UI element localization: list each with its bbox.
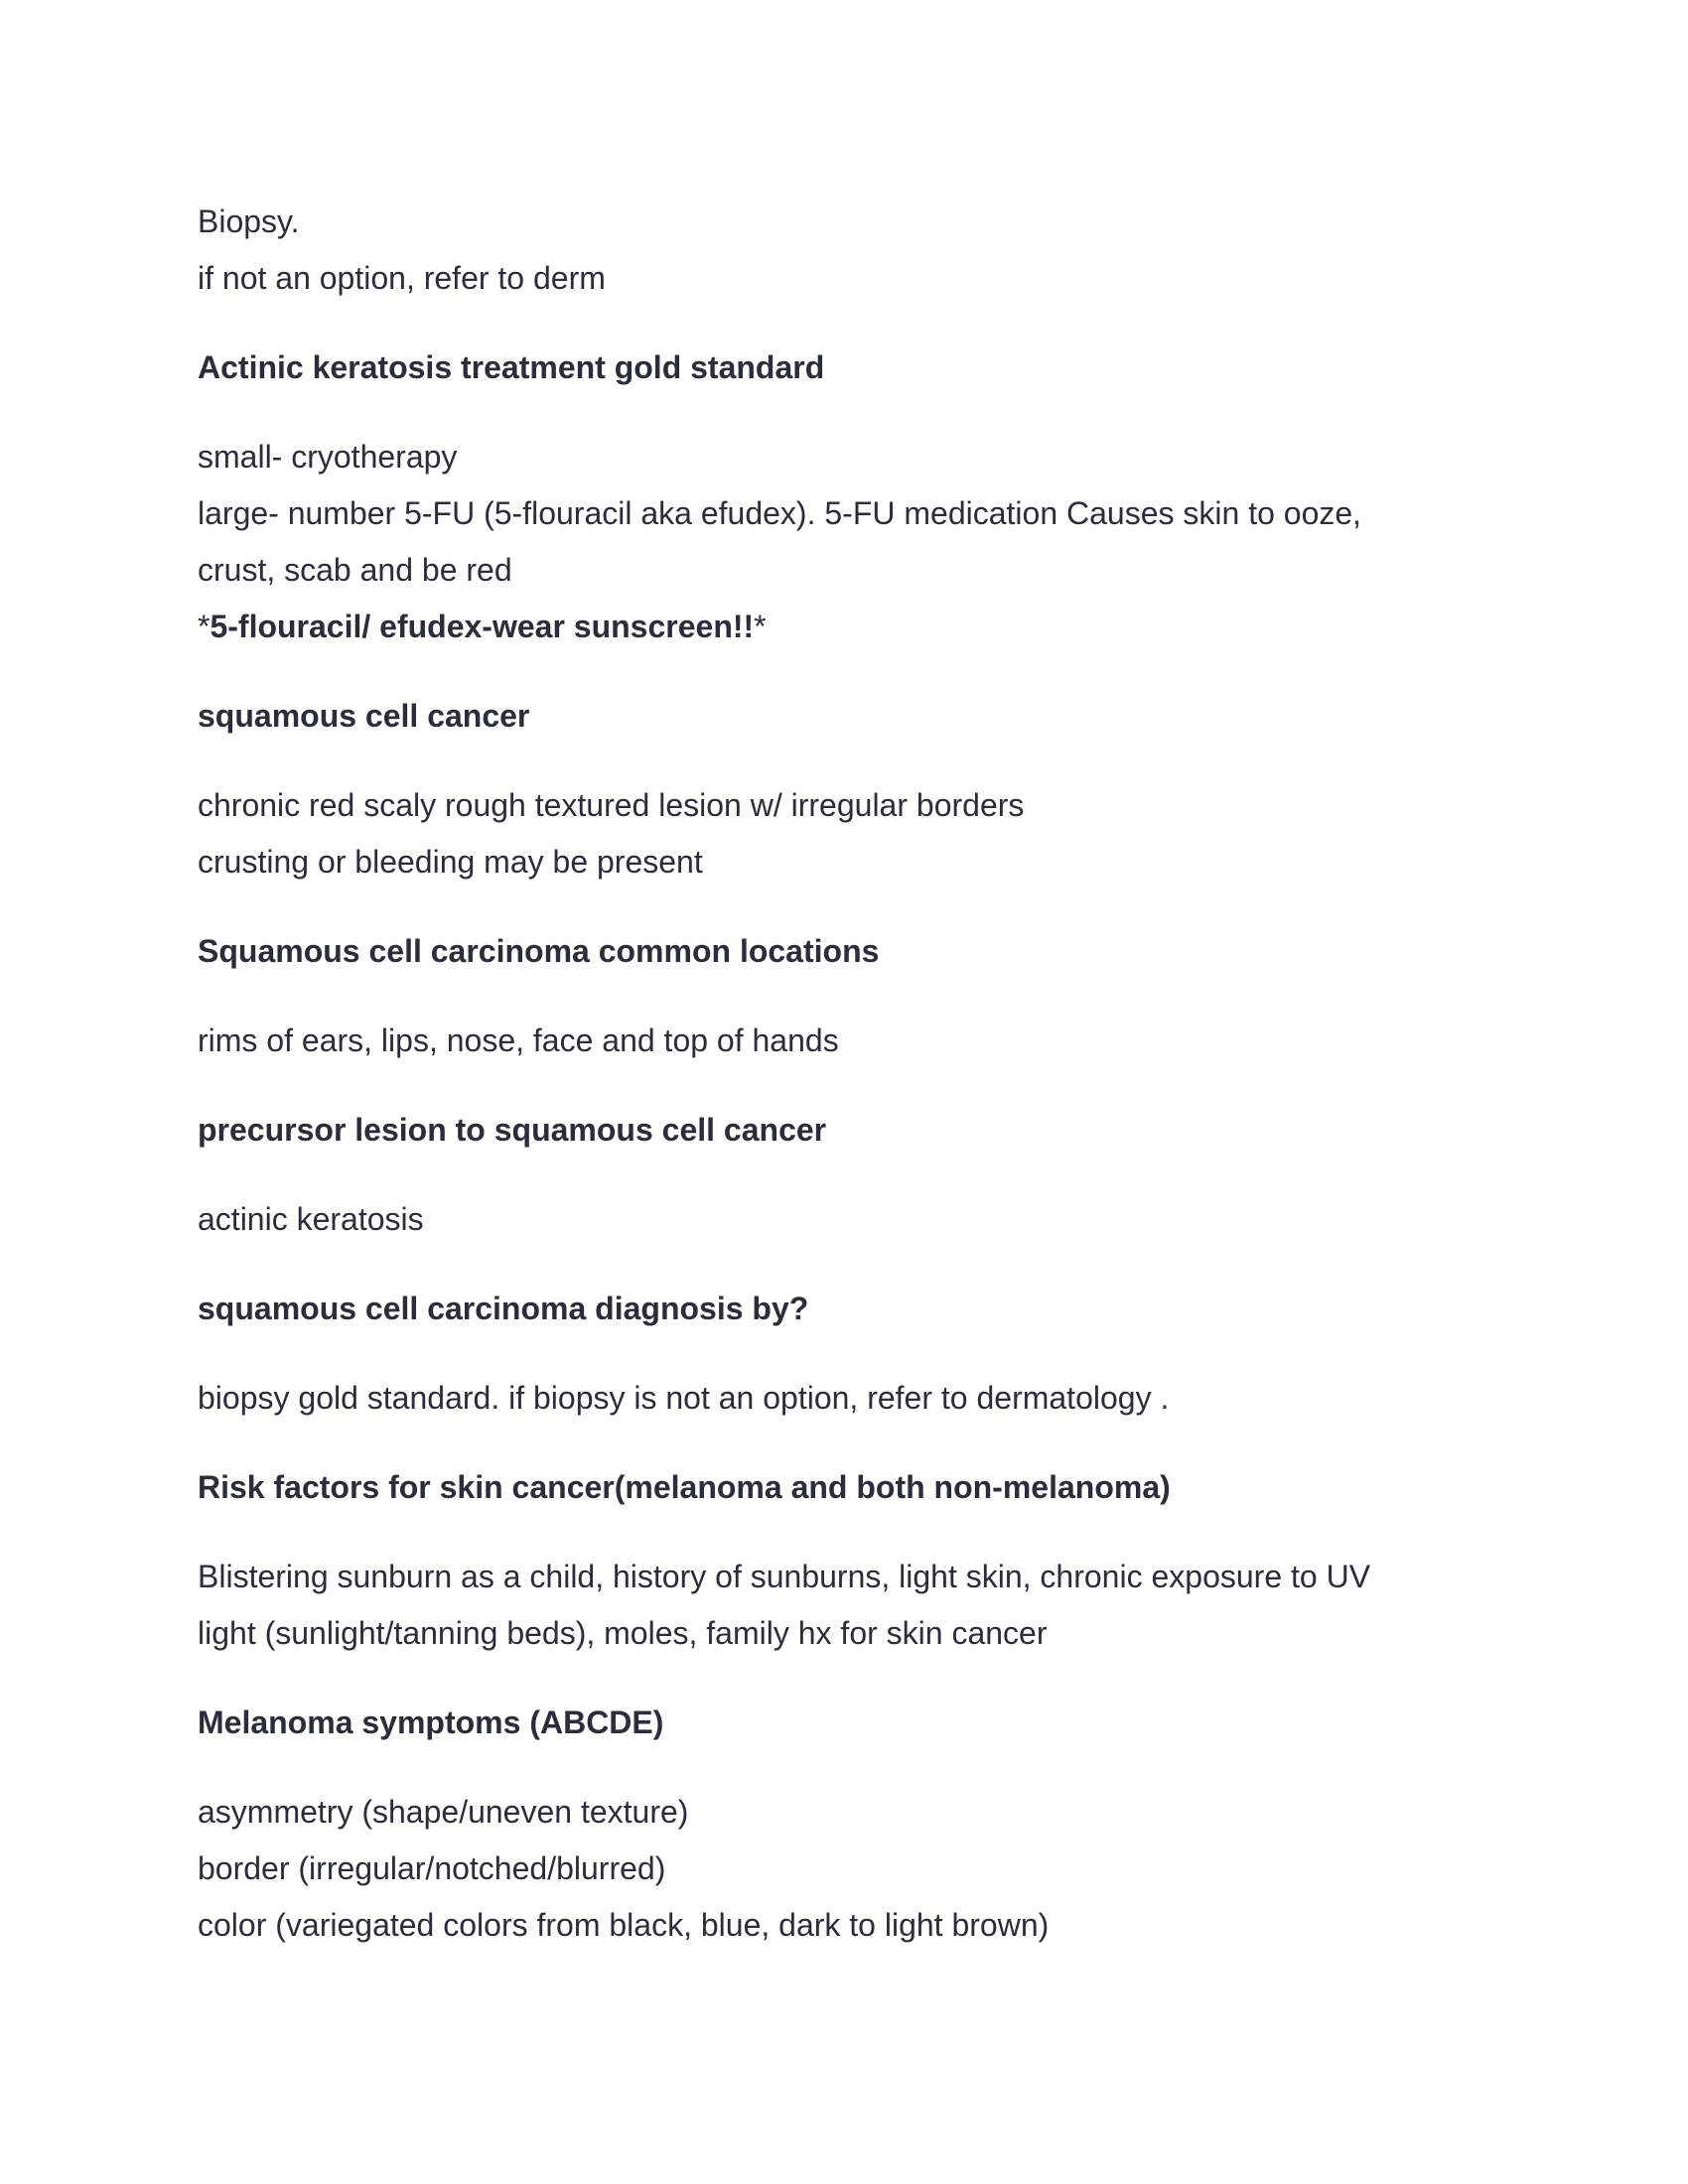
card-answer (198, 1191, 1508, 1248)
answer-line: light (sunlight/tanning beds), moles, family hx for skin cancer (198, 1615, 1048, 1651)
card-question: Actinic keratosis treatment gold standard (198, 349, 825, 385)
card-answer (198, 429, 1508, 655)
answer-line: crusting or bleeding may be present (198, 844, 703, 880)
answer-line: color (variegated colors from black, blue, dark to light brown) (198, 1907, 1050, 1943)
emphasis-line (198, 599, 1508, 655)
answer-line: Blistering sunburn as a child, history of sunburns, light skin, chronic exposure to UV (198, 1559, 1371, 1594)
intro-answer (198, 194, 1508, 307)
card-answer (198, 777, 1508, 890)
answer-line: if not an option, refer to derm (198, 260, 606, 296)
card-question: squamous cell carcinoma diagnosis by? (198, 1291, 809, 1326)
answer-line: actinic keratosis (198, 1201, 424, 1237)
card-question: precursor lesion to squamous cell cancer (198, 1112, 827, 1148)
card-answer (198, 1784, 1508, 1954)
answer-line: biopsy gold standard. if biopsy is not an option, refer to dermatology . (198, 1380, 1170, 1416)
answer-line: asymmetry (shape/uneven texture) (198, 1794, 689, 1830)
card-question: Squamous cell carcinoma common locations (198, 933, 880, 969)
answer-line: crust, scab and be red (198, 552, 512, 588)
answer-line: Biopsy. (198, 204, 300, 239)
answer-line: small- cryotherapy (198, 439, 458, 475)
emphasis-text: 5-flouracil/ efudex-wear sunscreen!! (210, 609, 755, 644)
card-question: Risk factors for skin cancer(melanoma and both non-melanoma) (198, 1469, 1171, 1505)
card-question: Melanoma symptoms (ABCDE) (198, 1705, 664, 1740)
answer-line: border (irregular/notched/blurred) (198, 1850, 666, 1886)
card-answer (198, 1370, 1508, 1427)
card-answer (198, 1013, 1508, 1069)
emphasis-suffix: * (754, 609, 767, 644)
emphasis-prefix: * (198, 609, 211, 644)
document-page (198, 194, 1508, 1954)
answer-line: rims of ears, lips, nose, face and top of hands (198, 1023, 839, 1058)
card-answer (198, 1549, 1508, 1662)
answer-line: chronic red scaly rough textured lesion w/ irregular borders (198, 787, 1025, 823)
answer-line: large- number 5-FU (5-flouracil aka efudex). 5-FU medication Causes skin to ooze, (198, 495, 1362, 531)
card-question: squamous cell cancer (198, 698, 530, 734)
